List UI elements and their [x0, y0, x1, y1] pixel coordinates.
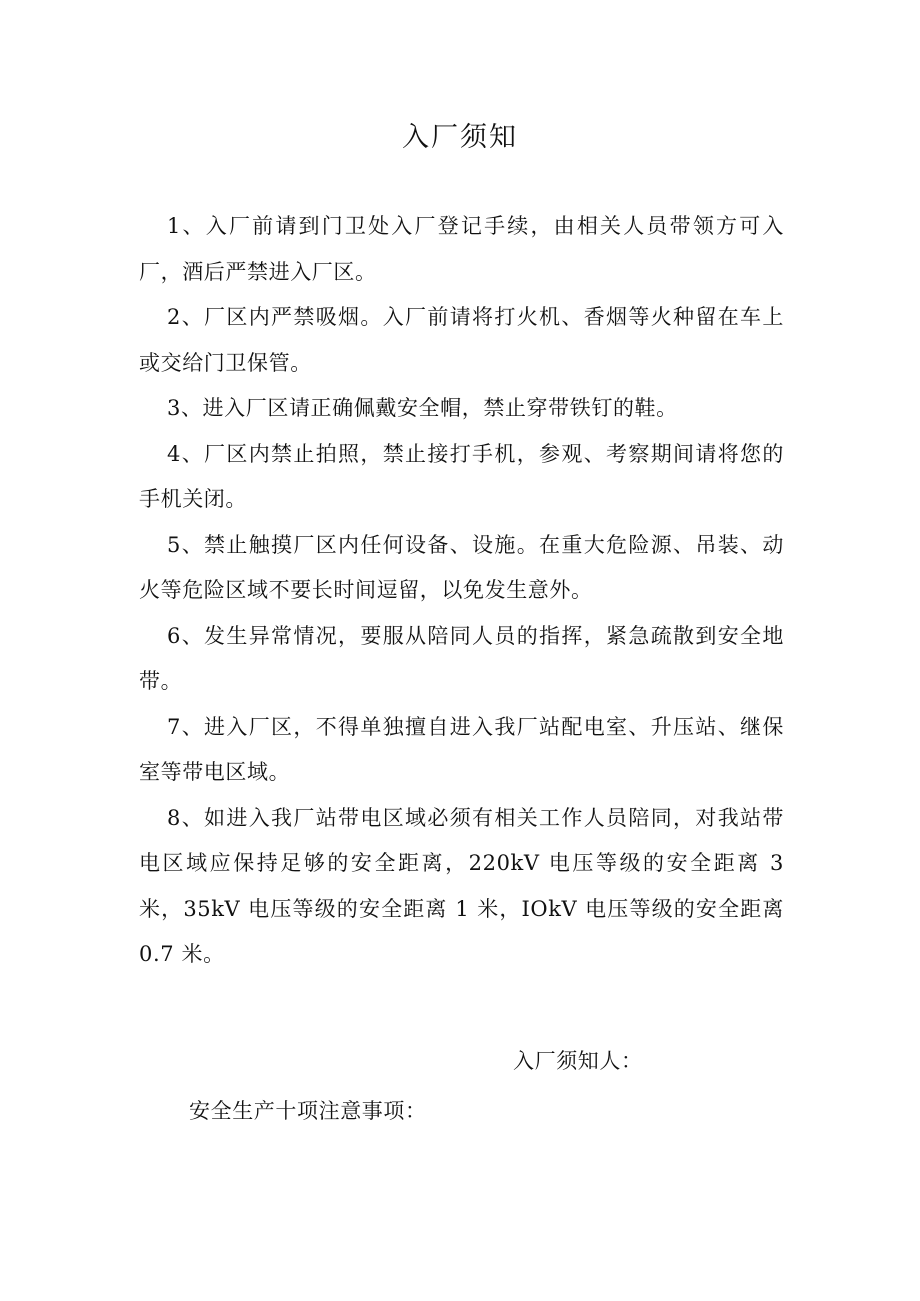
rule-item-2: 2、厂区内严禁吸烟。入厂前请将打火机、香烟等火种留在车上或交给门卫保管。 [139, 305, 784, 375]
rule-item-1: 1、入厂前请到门卫处入厂登记手续，由相关人员带领方可入厂，酒后严禁进入厂区。 [139, 214, 784, 284]
page-title: 入厂须知 [402, 122, 518, 153]
rules-list [139, 204, 784, 978]
rule-item-8: 8、如进入我厂站带电区域必须有相关工作人员陪同，对我站带电区域应保持足够的安全距离，220kV 电压等级的安全距离 3 米，35kV 电压等级的安全距离 1 米，IOkV 电压等级的安全距离 0.7 米。 [139, 805, 784, 966]
rule-item-3: 3、进入厂区请正确佩戴安全帽，禁止穿带铁钉的鞋。 [167, 396, 678, 420]
signer-label: 入厂须知人： [513, 1049, 643, 1073]
rule-item-5: 5、禁止触摸厂区内任何设备、设施。在重大危险源、吊装、动火等危险区域不要长时间逗留，以免发生意外。 [139, 532, 784, 602]
rule-item-6: 6、发生异常情况，要服从陪同人员的指挥，紧急疏散到安全地带。 [139, 623, 784, 693]
rule-item-7: 7、进入厂区，不得单独擅自进入我厂站配电室、升压站、继保室等带电区域。 [139, 714, 784, 784]
section-subheading: 安全生产十项注意事项： [189, 1099, 427, 1123]
rule-item-4: 4、厂区内禁止拍照，禁止接打手机，参观、考察期间请将您的手机关闭。 [139, 441, 784, 511]
